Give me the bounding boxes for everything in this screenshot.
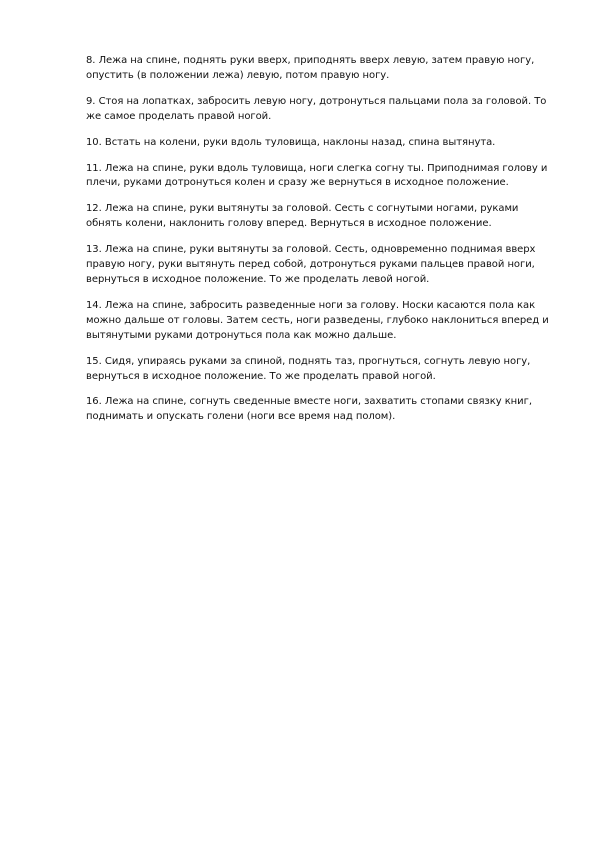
exercise-9: 9. Стоя на лопатках, забросить левую ногу, дотронуться пальцами пола за головой. То же самое проделать правой ногой. [86, 95, 547, 122]
exercise-list [86, 54, 551, 436]
exercise-15: 15. Сидя, упираясь руками за спиной, поднять таз, прогнуться, согнуть левую ногу, вернуться в исходное положение. То же проделать правой ногой. [86, 355, 531, 382]
exercise-11: 11. Лежа на спине, руки вдоль туловища, ноги слегка согну ты. Приподнимая голову и плечи, руками дотронуться колен и сразу же вернуться в исходное положение. [86, 162, 548, 189]
exercise-16: 16. Лежа на спине, согнуть сведенные вместе ноги, захватить стопами связку книг, поднимать и опускать голени (ноги все время над полом). [86, 396, 532, 423]
exercise-10: 10. Встать на колени, руки вдоль туловища, наклоны назад, спина вытянута. [86, 136, 496, 148]
exercise-8: 8. Лежа на спине, поднять руки вверх, приподнять вверх левую, затем правую ногу, опустить (в положении лежа) левую, потом правую ногу. [86, 55, 535, 81]
exercise-14: 14. Лежа на спине, забросить разведенные ноги за голову. Носки касаются пола как можно дальше от головы. Затем сесть, ноги разведены, глубоко наклониться вперед и вытянутыми руками дотронуться пола как можно дальше. [86, 299, 549, 341]
exercise-13: 13. Лежа на спине, руки вытянуты за головой. Сесть, одновременно поднимая вверх правую ногу, руки вытянуть перед собой, дотронуться руками пальцев правой ноги, вернуться в исходное положение. То же проделать левой ногой. [86, 244, 536, 285]
exercise-12: 12. Лежа на спине, руки вытянуты за головой. Сесть с согнутыми ногами, руками обнять колени, наклонить голову вперед. Вернуться в исходное положение. [86, 203, 519, 230]
